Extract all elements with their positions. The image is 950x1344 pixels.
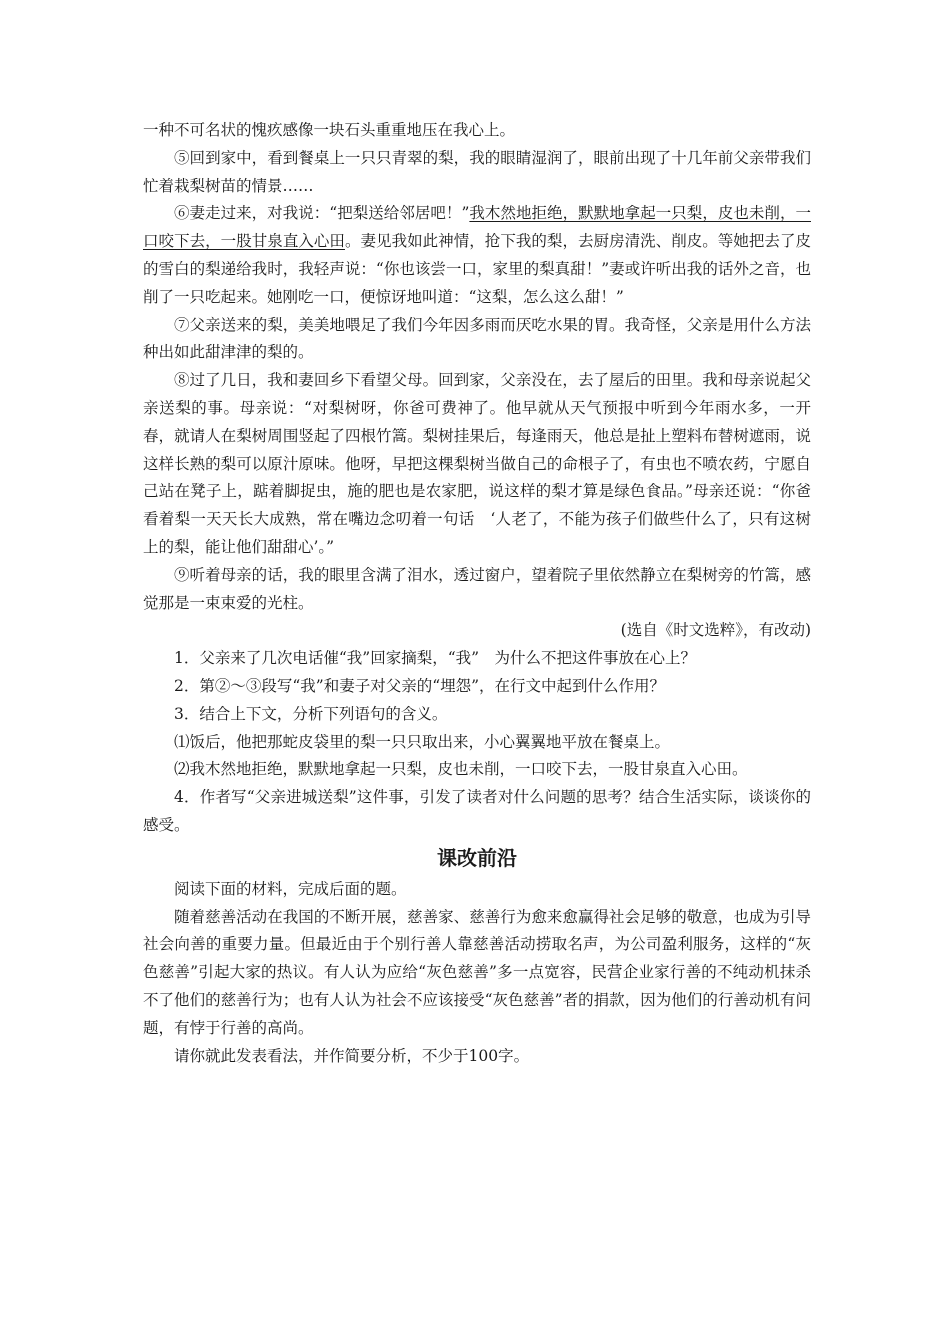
question-1: 1．父亲来了几次电话催“我”回家摘梨，“我” 为什么不把这件事放在心上？ <box>174 649 697 668</box>
passage-paragraph-8: ⑧过了几日，我和妻回乡下看望父母。回到家，父亲没在，去了屋后的田里。我和母亲说起父亲送梨的事。母亲说：“对梨树呀，你爸可费神了。他早就从天气预报中听到今年雨水多，一开春，就请人在梨树周围竖起了四根竹篙。梨树挂果后，每逢雨天，他总是扯上塑料布替树遮雨，说这样长熟的梨可以原汁原味。他呀，早把这棵梨树当做自己的命根子了，有虫也不喷农药，宁愿自己站在凳子上，踮着脚捉虫，施的肥也是农家肥，说这样的梨才算是绿色食品。”母亲还说：“你爸看着梨一天天长大成熟，常在嘴边念叨着一句话 ‘人老了，不能为孩子们做些什么了，只有这树上的梨，能让他们甜甜心’。” <box>143 371 811 556</box>
section-task: 请你就此发表看法，并作简要分析，不少于100字。 <box>174 1046 530 1065</box>
passage-paragraph-4-tail: 一种不可名状的愧疚感像一块石头重重地压在我心上。 <box>143 121 516 139</box>
question-4: 4．作者写“父亲进城送梨”这件事，引发了读者对什么问题的思考？结合生活实际，谈谈你的感受。 <box>143 788 811 834</box>
section-intro: 阅读下面的材料，完成后面的题。 <box>174 879 407 898</box>
question-2: 2．第②～③段写“我”和妻子对父亲的“埋怨”，在行文中起到什么作用？ <box>174 676 666 695</box>
passage-paragraph-6 <box>143 200 811 311</box>
document-page <box>143 117 811 1070</box>
passage-paragraph-9: ⑨听着母亲的话，我的眼里含满了泪水，透过窗户，望着院子里依然静立在梨树旁的竹篙，感觉那是一束束爱的光柱。 <box>143 565 811 612</box>
passage-paragraph-7: ⑦父亲送来的梨，美美地喂足了我们今年因多雨而厌吃水果的胃。我奇怪，父亲是用什么方法种出如此甜津津的梨的。 <box>143 315 811 362</box>
passage-paragraph-5: ⑤回到家中，看到餐桌上一只只青翠的梨，我的眼睛湿润了，眼前出现了十几年前父亲带我们忙着栽梨树苗的情景…… <box>143 148 811 195</box>
section-heading: 课改前沿 <box>437 845 517 870</box>
section-material: 随着慈善活动在我国的不断开展，慈善家、慈善行为愈来愈赢得社会足够的敬意，也成为引导社会向善的重要力量。但最近由于个别行善人靠慈善活动捞取名声，为公司盈利服务，这样的“灰色慈善”引起大家的热议。有人认为应给“灰色慈善”多一点宽容，民营企业家行善的不纯动机抹杀不了他们的慈善行为；也有人认为社会不应该接受“灰色慈善”者的捐款，因为他们的行善动机有问题，有悖于行善的高尚。 <box>143 907 811 1037</box>
question-3-item-1: ⑴饭后，他把那蛇皮袋里的梨一只只取出来，小心翼翼地平放在餐桌上。 <box>174 732 671 751</box>
source-citation: (选自《时文选粹》，有改动) <box>620 621 811 640</box>
paragraph-6-opening: ⑥妻走过来，对我说：“把梨送给邻居吧！” <box>174 204 470 223</box>
question-3: 3．结合上下文，分析下列语句的含义。 <box>174 704 448 723</box>
paragraph-6-rest: 。妻见我如此神情，抢下我的梨，去厨房清洗、削皮。等她把去了皮的雪白的梨递给我时，我轻声说：“你也该尝一口，家里的梨真甜！”妻或许听出我的话外之音，也削了一只吃起来。她刚吃一口，便惊讶地叫道：“这梨，怎么这么甜！” <box>143 232 811 306</box>
underlined-sentence: 我木然地拒绝，默默地拿起一只梨，皮也未削，一口咬下去，一股甘泉直入心田 <box>143 204 811 251</box>
question-3-item-2: ⑵我木然地拒绝，默默地拿起一只梨，皮也未削，一口咬下去，一股甘泉直入心田。 <box>174 760 748 779</box>
